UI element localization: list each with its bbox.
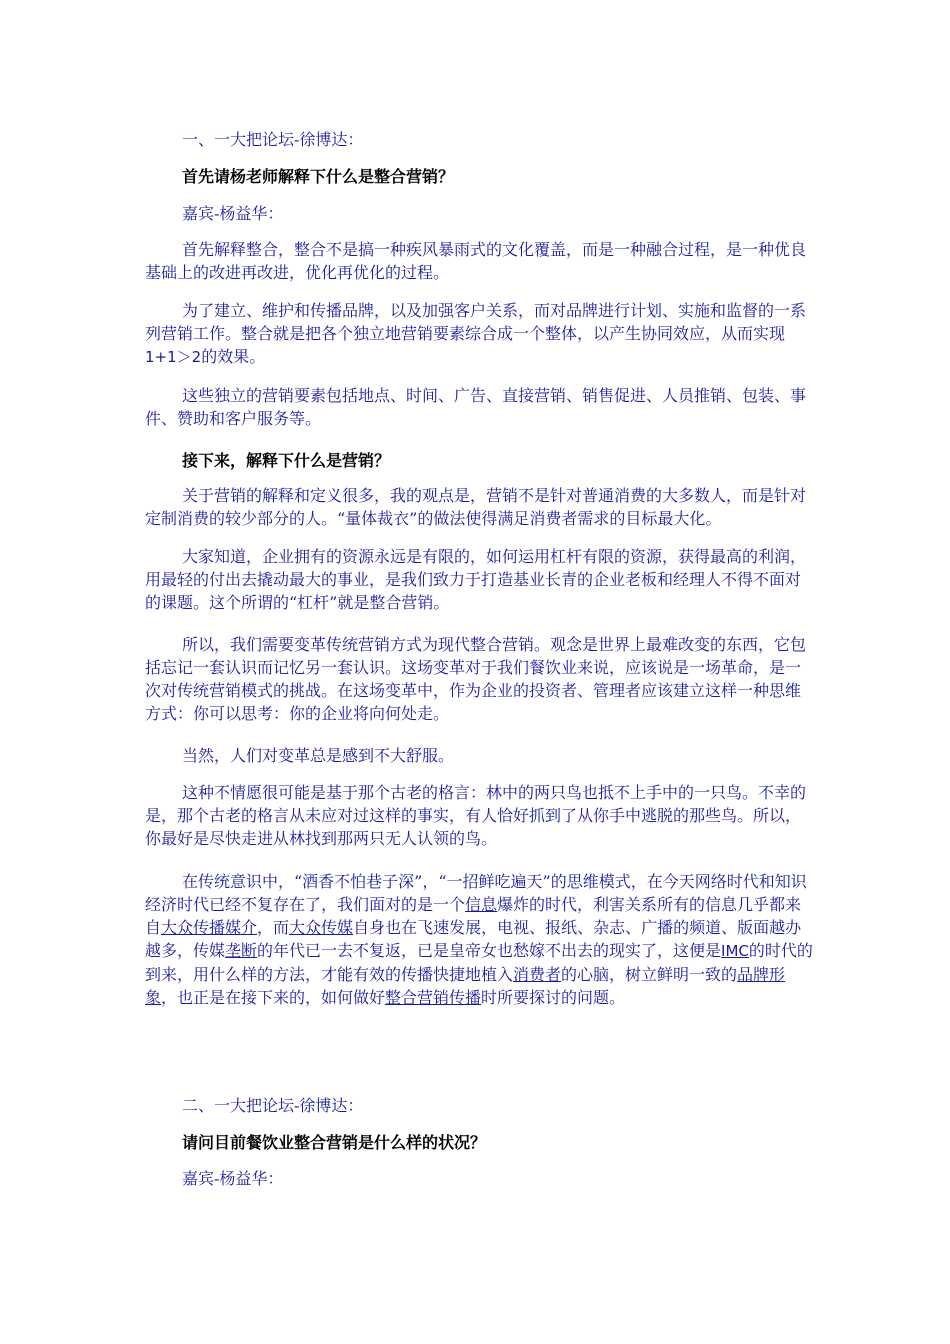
paragraph-4: 关于营销的解释和定义很多，我的观点是，营销不是针对普通消费的大多数人，而是针对定制消费的较少部分的人。“量体裁衣”的做法使得满足消费者需求的目标最大化。: [145, 486, 807, 528]
paragraph-6: 所以，我们需要变革传统营销方式为现代整合营销。观念是世界上最难改变的东西，它包括忘记一套认识而记忆另一套认识。这场变革对于我们餐饮业来说，应该说是一场革命，是一次对传统营销模式的挑战。在这场变革中，作为企业的投资者、管理者应该建立这样一种思维方式：你可以思考：你的企业将向何处走。: [145, 635, 807, 723]
link-imc-communication[interactable]: 整合营销传播: [385, 988, 482, 1007]
link-brand-image[interactable]: 品牌形象: [145, 965, 786, 1007]
paragraph-8: 这种不情愿很可能是基于那个古老的格言：林中的两只鸟也抵不上手中的一只鸟。不幸的是，那个古老的格言从未应对过这样的事实，有人恰好抓到了从你手中逃脱的那些鸟。所以，你最好是尽快走进从林找到那两只无人认领的鸟。: [145, 783, 807, 848]
paragraph-7: 当然，人们对变革总是感到不大舒服。: [182, 746, 455, 765]
paragraph-2-text-a: 为了建立、维护和传播品牌，以及加强客户关系，而对品牌进行计划、实施和监督的一系列营销工作。整合就是把各个独立地营销要素综合成一个整体，以产生协同效应，从而实现: [145, 301, 807, 343]
paragraph-3: 这些独立的营销要素包括地点、时间、广告、直接营销、销售促进、人员推销、包装、事件、赞助和客户服务等。: [145, 386, 807, 428]
link-consumer[interactable]: 消费者: [513, 965, 562, 984]
paragraph-2-formula: 1+1＞2: [145, 348, 202, 366]
link-monopoly[interactable]: 垄断: [225, 941, 258, 960]
section1-question-2: 接下来，解释下什么是营销？: [182, 451, 391, 470]
section2-heading: 二、一大把论坛-徐博达：: [182, 1096, 364, 1115]
link-mass-communication[interactable]: 大众传媒: [289, 918, 354, 937]
paragraph-1: 首先解释整合，整合不是搞一种疾风暴雨式的文化覆盖，而是一种融合过程，是一种优良基础上的改进再改进，优化再优化的过程。: [145, 240, 807, 282]
paragraph-2-text-b: 的效果。: [201, 347, 266, 366]
section2-speaker: 嘉宾-杨益华：: [182, 1169, 284, 1188]
section1-speaker: 嘉宾-杨益华：: [182, 204, 284, 223]
link-imc[interactable]: IMC: [721, 942, 749, 960]
section1-heading: 一、一大把论坛-徐博达：: [182, 130, 364, 149]
paragraph-9: 在传统意识中，“酒香不怕巷子深”，“一招鲜吃遍天”的思维模式，在今天网络时代和知识经济时代已经不复存在了，我们面对的是一个信息爆炸的时代，利害关系所有的信息几乎都来自大众传播媒介，而大众传媒自身也在飞速发展，电视、报纸、杂志、广播的频道、版面越办越多，传媒垄断的年代已一去不复返，已是皇帝女也愁嫁不出去的现实了，这便是IMC的时代的到来，用什么样的方法，才能有效的传播快捷地植入消费者的心脑，树立鲜明一致的品牌形象，也正是在接下来的，如何做好整合营销传播时所要探讨的问题。: [145, 872, 813, 1007]
link-xinxi[interactable]: 信息: [465, 895, 498, 914]
link-mass-media[interactable]: 大众传播媒介: [161, 918, 258, 937]
section2-question: 请问目前餐饮业整合营销是什么样的状况？: [182, 1133, 487, 1152]
paragraph-2: [145, 299, 815, 369]
paragraph-5: 大家知道，企业拥有的资源永远是有限的，如何运用杠杆有限的资源，获得最高的利润，用最轻的付出去撬动最大的事业，是我们致力于打造基业长青的企业老板和经理人不得不面对的课题。这个所谓的“杠杆”就是整合营销。: [145, 547, 807, 612]
section1-question: 首先请杨老师解释下什么是整合营销？: [182, 167, 455, 186]
